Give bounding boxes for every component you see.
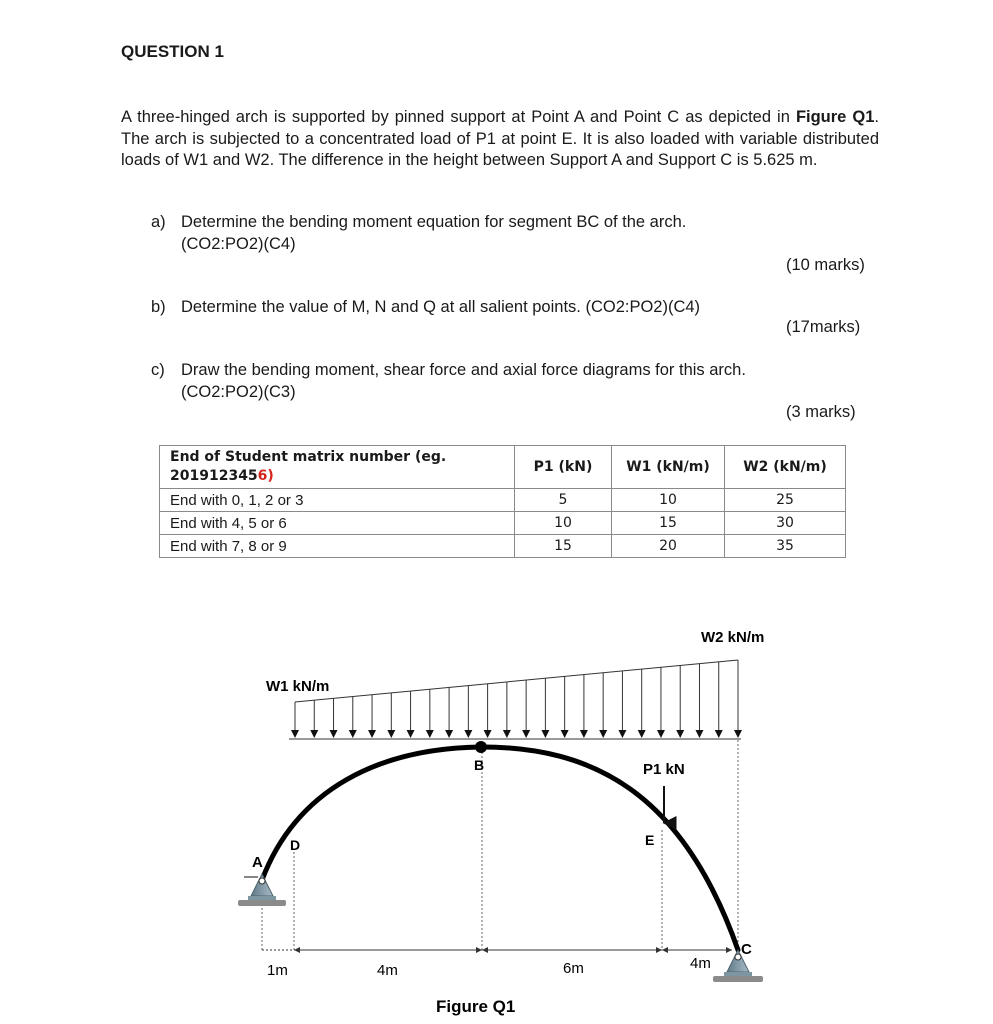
part-a-codes: (CO2:PO2)(C4): [181, 235, 296, 253]
figure-reference: Figure Q1: [795, 108, 875, 126]
load-arrow-head: [580, 730, 588, 738]
w1-label: W1 kN/m: [266, 678, 330, 695]
matrix-example-last-digit: 6: [257, 468, 268, 484]
matrix-header-text: End of Student matrix number (eg.: [170, 449, 447, 465]
dim-label-4m-left: 4m: [377, 962, 398, 979]
load-arrow-head: [368, 730, 376, 738]
part-a-label: a): [151, 213, 166, 231]
load-arrow-head: [407, 730, 415, 738]
figure-caption: Figure Q1: [436, 997, 516, 1016]
cell-w2: 30: [725, 512, 846, 535]
load-arrow-head: [541, 730, 549, 738]
load-top-line: [295, 660, 738, 702]
load-arrow-head: [638, 730, 646, 738]
load-arrow-head: [522, 730, 530, 738]
part-b-label: b): [151, 298, 166, 316]
matrix-example-number: 201912345: [170, 468, 258, 484]
load-arrow-head: [464, 730, 472, 738]
part-c-label: c): [151, 361, 165, 379]
row-label: End with 4, 5 or 6: [160, 512, 515, 535]
intro-text-1: A three-hinged arch is supported by pinned support at Point A and Point C as depicted in: [121, 108, 796, 126]
dim-label-1m: 1m: [267, 962, 288, 979]
load-arrow-head: [349, 730, 357, 738]
load-arrow-head: [387, 730, 395, 738]
col-header-w2: W2 (kN/m): [725, 446, 846, 489]
point-d-label: D: [290, 837, 301, 853]
support-c: [713, 950, 763, 982]
row-label: End with 7, 8 or 9: [160, 535, 515, 558]
load-arrow-head: [618, 730, 626, 738]
dim-label-6m: 6m: [563, 960, 584, 977]
w2-label: W2 kN/m: [701, 629, 765, 646]
part-b-text: Determine the value of M, N and Q at all salient points. (CO2:PO2)(C4): [181, 298, 701, 316]
dim-label-4m-right: 4m: [690, 955, 711, 972]
load-arrow-head: [561, 730, 569, 738]
load-arrow-head: [445, 730, 453, 738]
load-arrow-head: [503, 730, 511, 738]
point-e-label: E: [645, 832, 655, 848]
load-arrow-head: [330, 730, 338, 738]
support-a: [238, 874, 286, 906]
part-c-text: Draw the bending moment, shear force and axial force diagrams for this arch.: [181, 361, 746, 379]
load-arrow-head: [657, 730, 665, 738]
load-arrow-head: [695, 730, 703, 738]
cell-w2: 25: [725, 489, 846, 512]
row-label: End with 0, 1, 2 or 3: [160, 489, 515, 512]
part-a-marks: (10 marks): [786, 256, 865, 274]
col-header-p1: P1 (kN): [515, 446, 612, 489]
cell-w1: 20: [612, 535, 725, 558]
matrix-example-paren: ): [267, 468, 274, 484]
distributed-load-arrows: [291, 660, 742, 738]
load-arrow-head: [291, 730, 299, 738]
part-c-marks: (3 marks): [786, 403, 856, 421]
load-arrow-head: [426, 730, 434, 738]
part-c-codes: (CO2:PO2)(C3): [181, 383, 296, 401]
part-a-text: Determine the bending moment equation for segment BC of the arch.: [181, 213, 687, 231]
cell-w1: 15: [612, 512, 725, 535]
load-arrow-head: [715, 730, 723, 738]
cell-p1: 5: [515, 489, 612, 512]
part-b-marks: (17marks): [786, 318, 861, 336]
cell-w1: 10: [612, 489, 725, 512]
p1-label: P1 kN: [643, 761, 685, 778]
point-c-label: C: [741, 941, 752, 958]
load-arrow-head: [310, 730, 318, 738]
load-arrow-head: [734, 730, 742, 738]
load-arrow-head: [484, 730, 492, 738]
cell-w2: 35: [725, 535, 846, 558]
question-title: QUESTION 1: [121, 42, 224, 61]
cell-p1: 10: [515, 512, 612, 535]
hinge-b: [475, 741, 487, 753]
point-a-label: A: [252, 854, 263, 871]
point-b-label: B: [474, 757, 485, 773]
load-arrow-head: [599, 730, 607, 738]
intro-text-2: . The arch is subjected to a concentrated load of P1 at point E. It is also loaded with variable distributed loads of W1 and W2. The difference in the height between Support A and Support C is 5.625 m.: [121, 108, 879, 169]
load-arrow-head: [676, 730, 684, 738]
col-header-w1: W1 (kN/m): [612, 446, 725, 489]
cell-p1: 15: [515, 535, 612, 558]
